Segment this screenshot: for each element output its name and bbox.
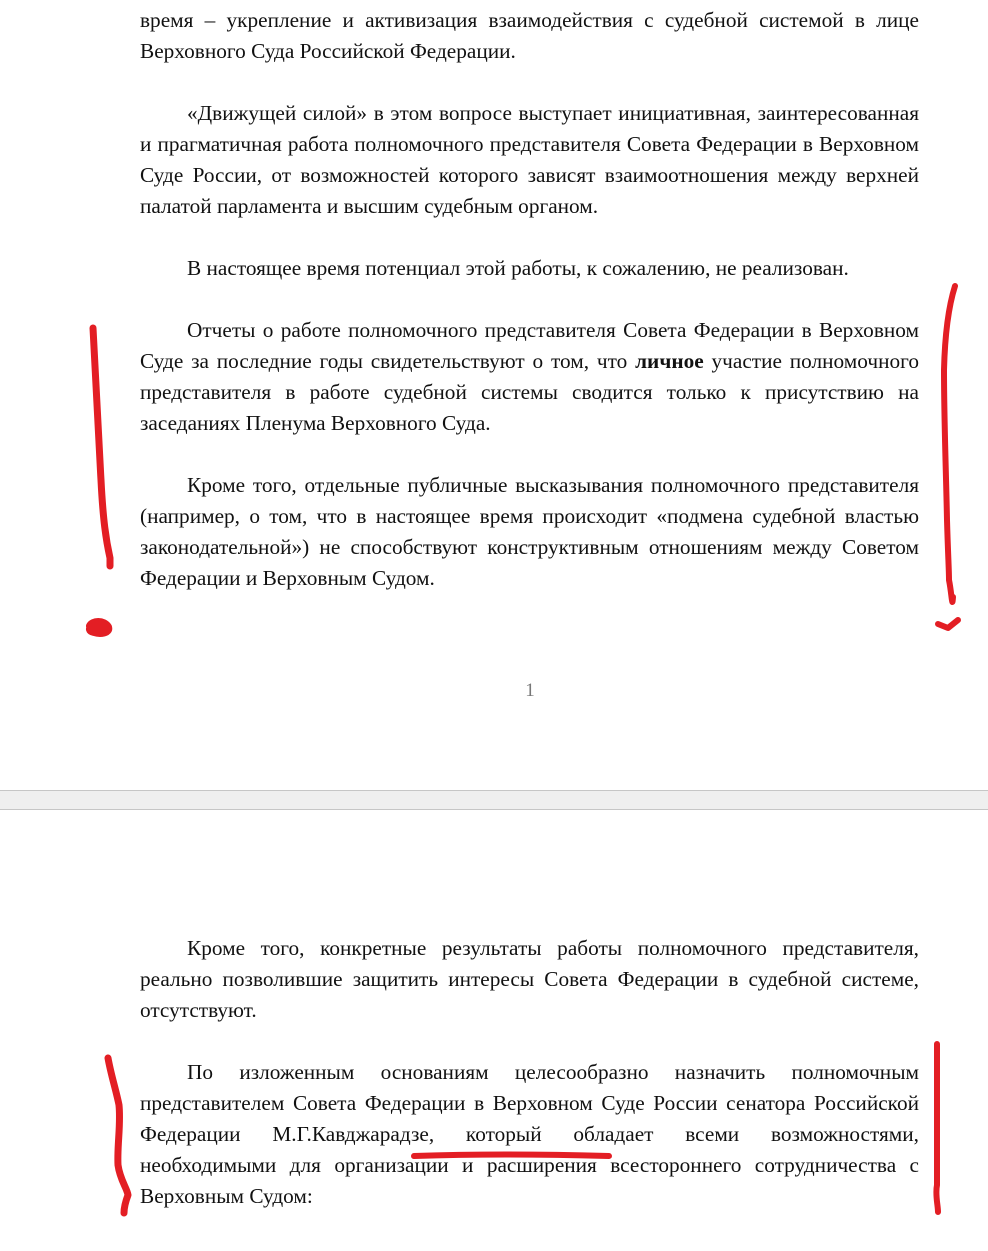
paragraph-continuation: время – укрепление и активизация взаимодействия с судебной системой в лице Верховного Суда Российской Федерации. <box>140 8 919 63</box>
page-break-gap <box>0 790 988 810</box>
document-page-2 <box>0 810 988 1251</box>
proposal-text-before: По изложенным основаниям целесообразно назначить полномочным представителем Совета Федерации в Верховном Суде России сенатора Российской Федерации <box>140 1060 919 1146</box>
paragraph-reports <box>140 315 919 439</box>
paragraph-cut-off <box>140 1243 919 1251</box>
bold-word-personal: личное <box>635 349 704 373</box>
reports-text-after: участие полномочного представителя в работе судебной системы сводится только к присутствию на заседаниях Пленума Верховного Суда. <box>140 349 919 435</box>
reports-text-before: Отчеты о работе полномочного представителя Совета Федерации в Верховном Суде за последние годы свидетельствуют о том, что <box>140 318 919 373</box>
page-2-text-column <box>140 933 919 1251</box>
paragraph-public-statements: Кроме того, отдельные публичные высказывания полномочного представителя (например, о том, что в настоящее время происходит «подмена судебной властью законодательной») не способствуют конструктивным отношениям между Советом Федерации и Верховным Судом. <box>140 473 919 590</box>
page-number: 1 <box>525 680 535 701</box>
paragraph-driving-force: «Движущей силой» в этом вопросе выступает инициативная, заинтересованная и прагматичная работа полномочного представителя Совета Федерации в Верховном Суде России, от возможностей которого зависят взаимоотношения между верхней палатой парламента и высшим судебным органом. <box>140 101 919 218</box>
proposal-text-after: который обладает всеми возможностями, необходимыми для организации и расширения всестороннего сотрудничества с Верховным Судом: <box>140 1122 919 1208</box>
page-1-text-column <box>140 5 919 594</box>
paragraph-potential-not-realized: В настоящее время потенциал этой работы, к сожалению, не реализован. <box>187 256 849 280</box>
senator-name: М.Г.Кавджарадзе, <box>272 1122 435 1146</box>
paragraph-appointment-proposal <box>140 1057 919 1212</box>
paragraph-no-results: Кроме того, конкретные результаты работы полномочного представителя, реально позволившие защитить интересы Совета Федерации в судебной системе, отсутствуют. <box>140 936 919 1022</box>
